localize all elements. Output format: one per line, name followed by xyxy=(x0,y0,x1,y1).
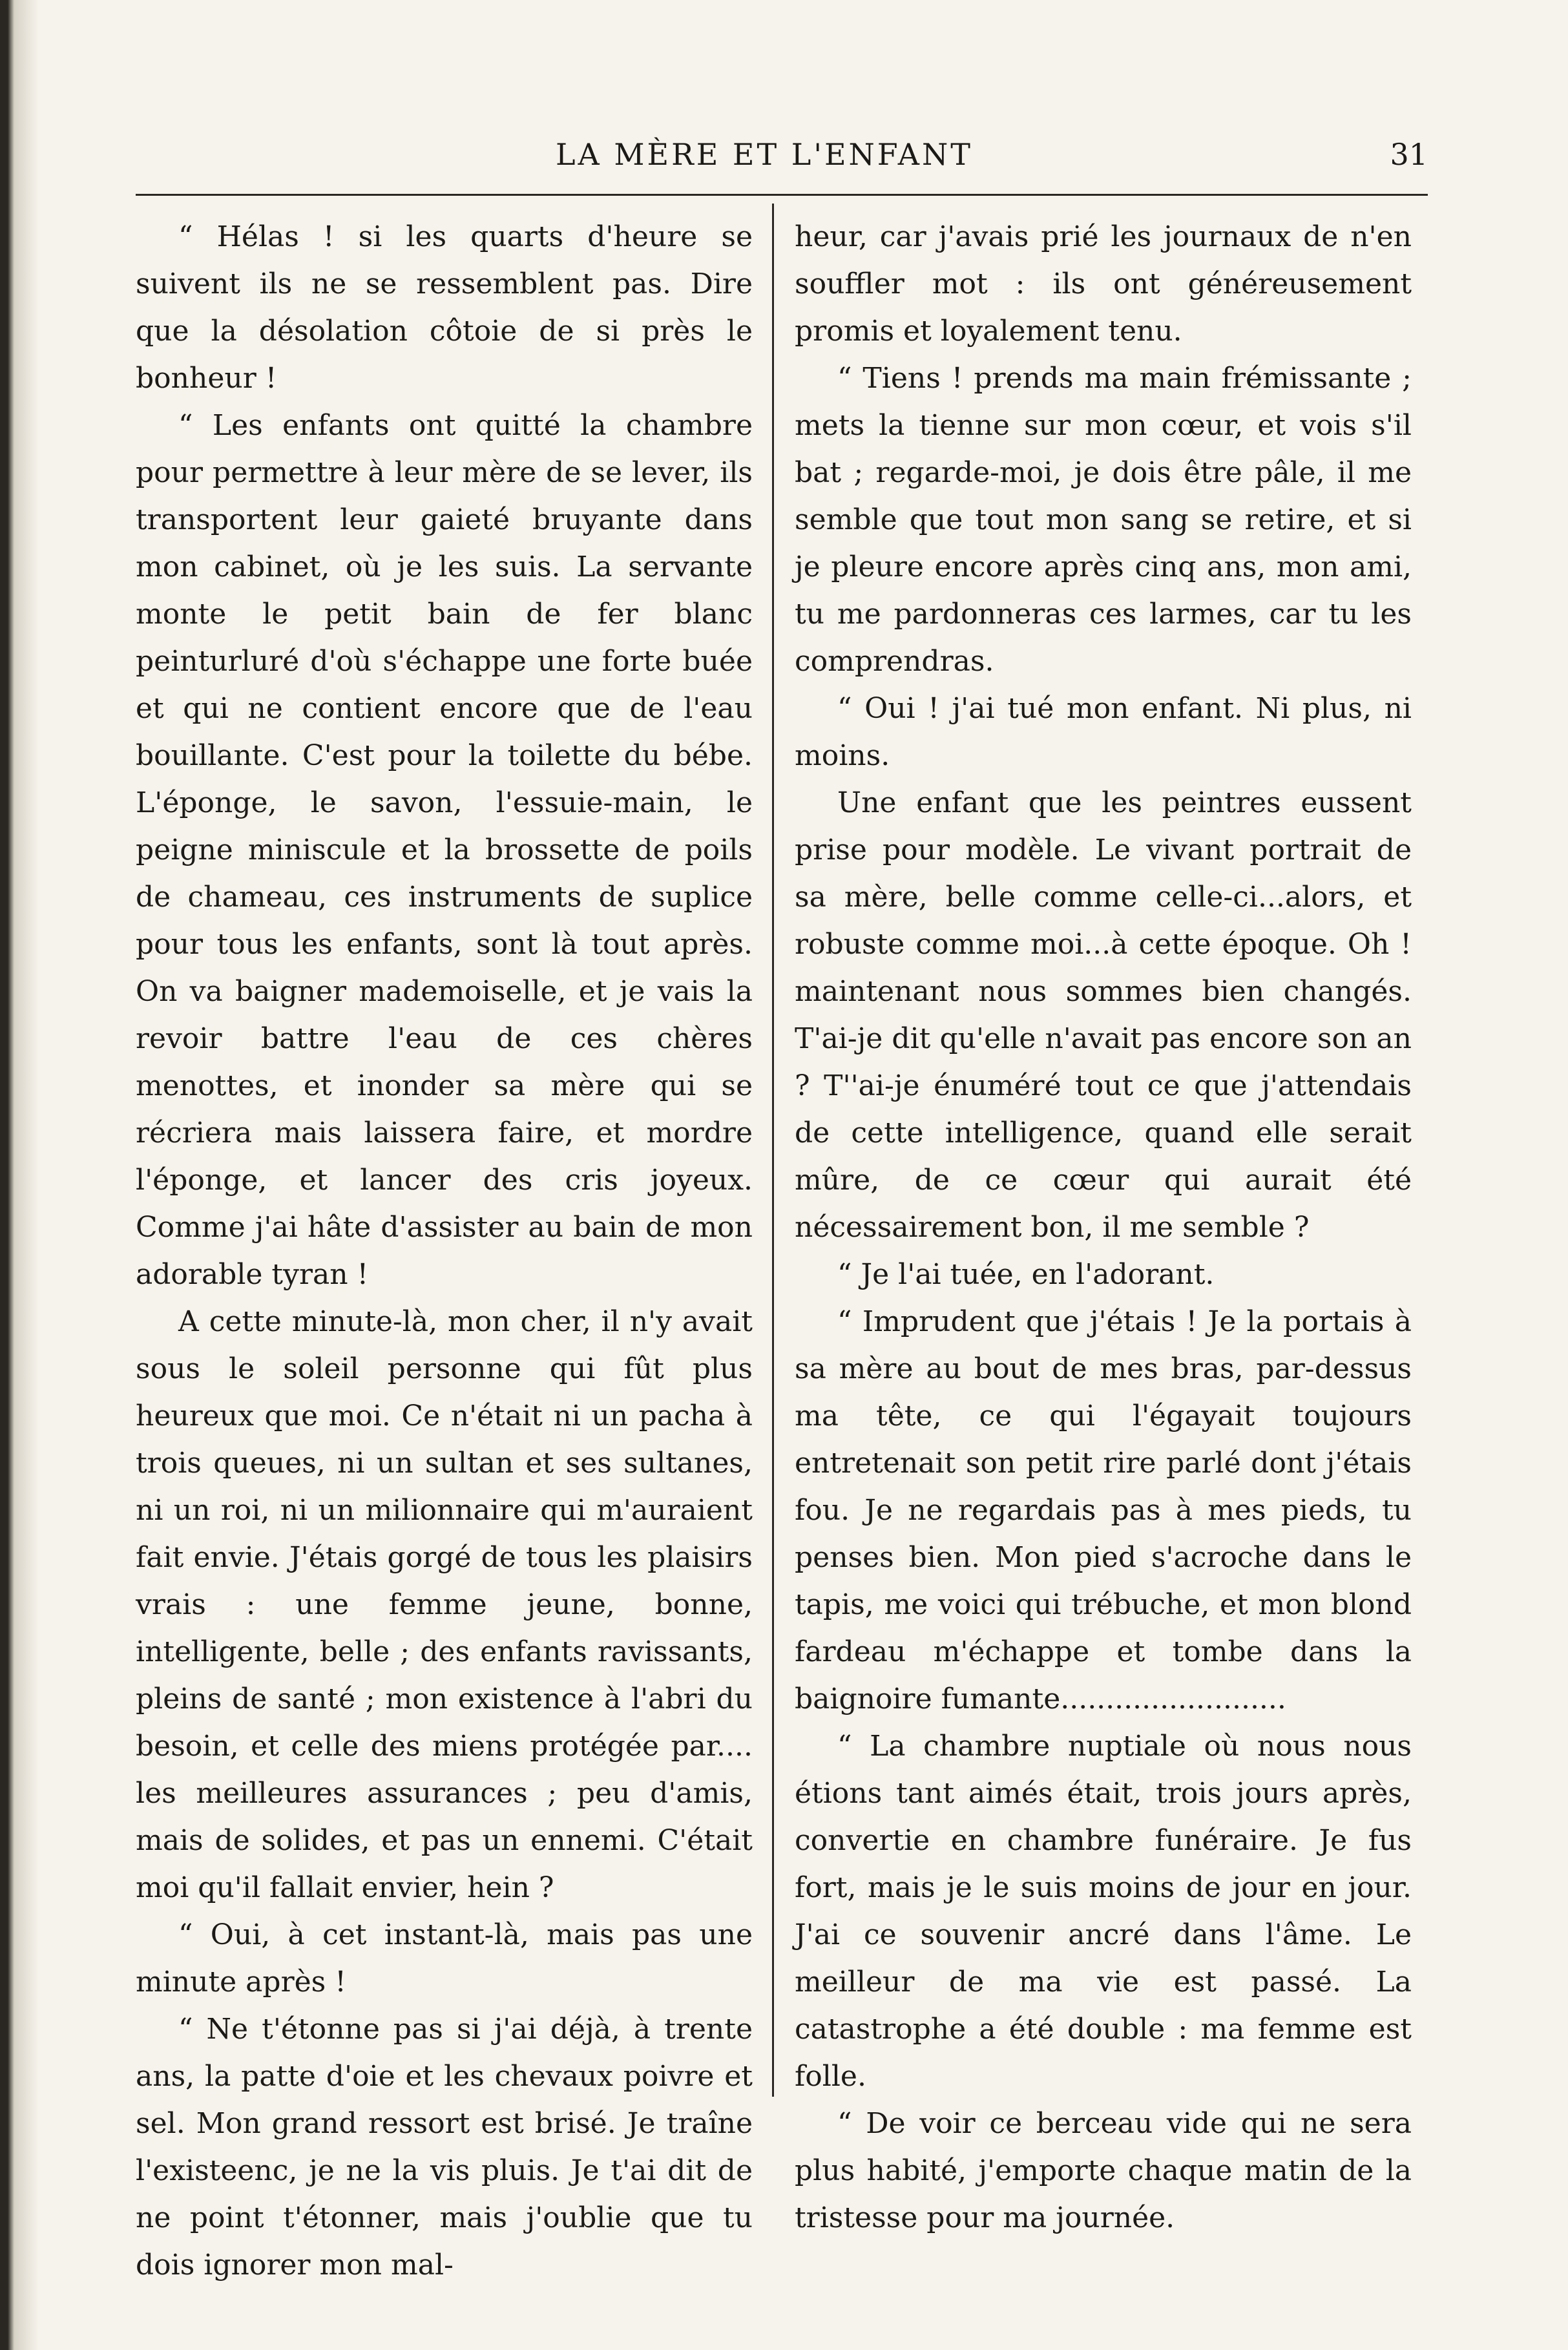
page-header xyxy=(136,128,1428,193)
paragraph: “ Ne t'étonne pas si j'ai déjà, à trente ans, la patte d'oie et les chevaux poivre et sel. Mon grand ressort est brisé. Je traîne l'existeenc, je ne la vis pluis. Je t'ai dit de ne point t'étonner, mais j'oublie que tu dois ignorer mon mal- xyxy=(136,2013,753,2282)
paragraph: A cette minute-là, mon cher, il n'y avait sous le soleil personne qui fût plus heureux que moi. Ce n'était ni un pacha à trois queues, ni un sultan et ses sultanes, ni un roi, ni un milionnaire qui m'auraient fait envie. J'étais gorgé de tous les plaisirs vrais : une femme jeune, bonne, intelligente, belle ; des enfants ravissants, pleins de santé ; mon existence à l'abri du besoin, et celle des miens protégée par.... les meilleures assurances ; peu d'amis, mais de solides, et pas un ennemi. C'était moi qu'il fallait envier, hein ? xyxy=(136,1305,753,1904)
paragraph: “ Oui ! j'ai tué mon enfant. Ni plus, ni moins. xyxy=(795,692,1412,772)
paragraph: Une enfant que les peintres eussent prise pour modèle. Le vivant portrait de sa mère, belle comme celle-ci...alors, et robuste comme moi...à cette époque. Oh ! maintenant nous sommes bien changés. T'ai-je dit qu'elle n'avait pas encore son an ? T''ai-je énuméré tout ce que j'attendais de cette intelligence, quand elle serait mûre, de ce cœur qui aurait été nécessairement bon, il me semble ? xyxy=(795,786,1412,1244)
header-rule xyxy=(136,194,1428,196)
right-column xyxy=(795,213,1412,2234)
paragraph: “ Les enfants ont quitté la chambre pour permettre à leur mère de se lever, ils transportent leur gaieté bruyante dans mon cabinet, où je les suis. La servante monte le petit bain de fer blanc peinturluré d'où s'échappe une forte buée et qui ne contient encore que de l'eau bouillante. C'est pour la toilette du bébe. L'éponge, le savon, l'essuie-main, le peigne miniscule et la brossette de poils de chameau, ces instruments de suplice pour tous les enfants, sont là tout après. On va baigner mademoiselle, et je vais la revoir battre l'eau de ces chères menottes, et inonder sa mère qui se récriera mais laissera faire, et mordre l'éponge, et lancer des cris joyeux. Comme j'ai hâte d'assister au bain de mon adorable tyran ! xyxy=(136,409,753,1291)
running-title: LA MÈRE ET L'ENFANT xyxy=(556,137,973,172)
paragraph: “ Hélas ! si les quarts d'heure se suivent ils ne se ressemblent pas. Dire que la désolation côtoie de si près le bonheur ! xyxy=(136,220,753,395)
paragraph: “ La chambre nuptiale où nous nous étions tant aimés était, trois jours après, convertie en chambre funéraire. Je fus fort, mais je le suis moins de jour en jour. J'ai ce souvenir ancré dans l'âme. Le meilleur de ma vie est passé. La catastrophe a été double : ma femme est folle. xyxy=(795,1730,1412,2093)
paragraph: “ Imprudent que j'étais ! Je la portais à sa mère au bout de mes bras, par-dessus ma tête, ce qui l'égayait toujours entretenait son petit rire parlé dont j'étais fou. Je ne regardais pas à mes pieds, tu penses bien. Mon pied s'acroche dans le tapis, me voici qui trébuche, et mon blond fardeau m'échappe et tombe dans la baignoire fumante......................... xyxy=(795,1305,1412,1715)
paragraph: “ Oui, à cet instant-là, mais pas une minute après ! xyxy=(136,1918,753,1999)
paragraph: “ Tiens ! prends ma main frémissante ; mets la tienne sur mon cœur, et vois s'il bat ; regarde-moi, je dois être pâle, il me semble que tout mon sang se retire, et si je pleure encore après cinq ans, mon ami, tu me pardonneras ces larmes, car tu les comprendras. xyxy=(795,362,1412,678)
paragraph: “ De voir ce berceau vide qui ne sera plus habité, j'emporte chaque matin de la tristesse pour ma journée. xyxy=(795,2107,1412,2234)
paragraph: “ Je l'ai tuée, en l'adorant. xyxy=(837,1258,1215,1291)
column-rule xyxy=(772,204,774,2097)
binding-edge xyxy=(0,0,39,2350)
page-number: 31 xyxy=(1390,137,1428,172)
left-column xyxy=(136,213,753,2282)
paragraph-continuation: heur, car j'avais prié les journaux de n'en souffler mot : ils ont généreusement promis et loyalement tenu. xyxy=(795,220,1412,348)
